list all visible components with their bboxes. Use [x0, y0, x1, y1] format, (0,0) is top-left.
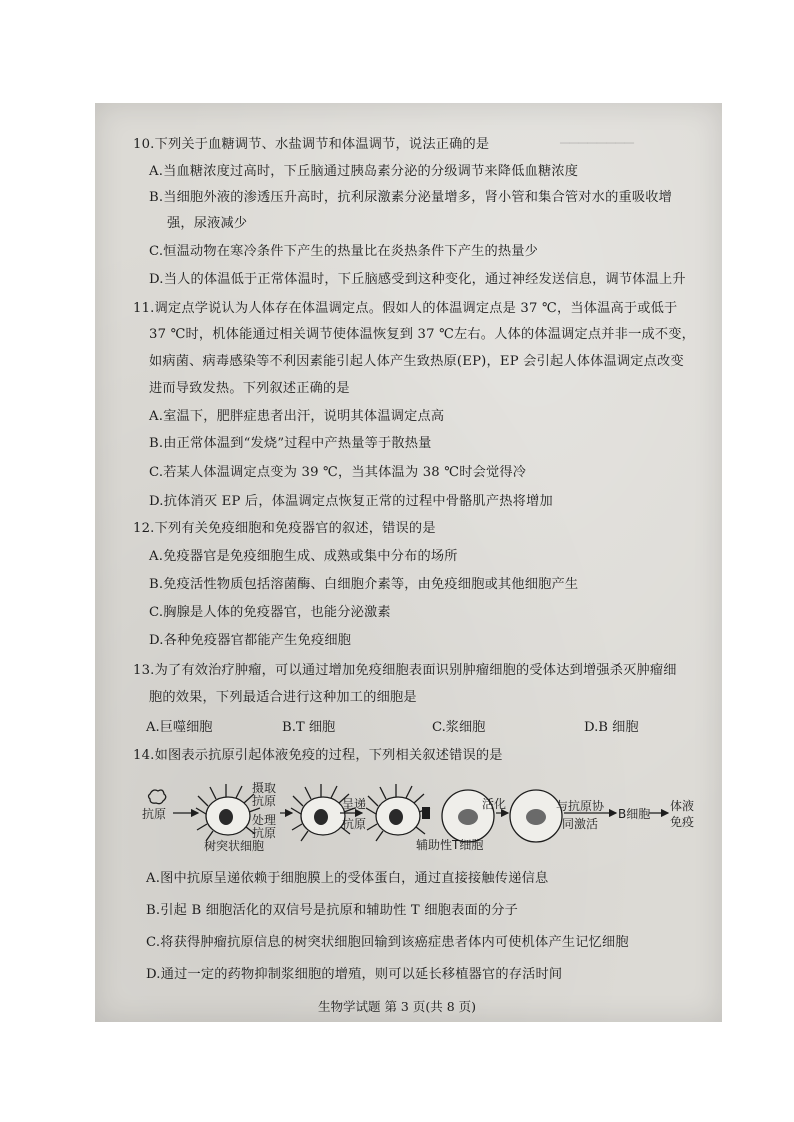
label-capture-1: 摄取 [252, 781, 277, 795]
q13-options [146, 716, 686, 734]
q11-stem-line2: 37 ℃时，机体能通过相关调节使体温恢复到 37 ℃左右。人体的体温调定点并非一成不变， [149, 327, 696, 342]
q13-stem-line2: 胞的效果，下列最适合进行这种加工的细胞是 [149, 690, 417, 705]
label-present-2: 抗原 [342, 817, 367, 831]
q11-stem-line4: 进而导致发热。下列叙述正确的是 [149, 381, 350, 396]
q14-option-d: D.通过一定的药物抑制浆细胞的增殖，则可以延长移植器官的存活时间 [146, 967, 563, 982]
q13-option-a: A.巨噬细胞 [146, 720, 213, 735]
q11-stem-line1: 11.调定点学说认为人体存在体温调定点。假如人的体温调定点是 37 ℃，当体温高于或低于 [133, 301, 678, 316]
receptor-contact-icon [422, 807, 430, 819]
page-footer: 生物学试题 第 3 页(共 8 页) [317, 999, 477, 1014]
q13-stem-line1: 13.为了有效治疗肿瘤，可以通过增加免疫细胞表面识别肿瘤细胞的受体达到增强杀灭肿瘤细 [133, 663, 677, 678]
q10-option-a: A.当血糖浓度过高时，下丘脑通过胰岛素分泌的分级调节来降低血糖浓度 [149, 164, 579, 179]
label-dendritic-cell: 树突状细胞 [204, 839, 265, 853]
q10-option-b-cont: 强，尿液减少 [167, 216, 248, 231]
label-present-1: 呈递 [342, 797, 367, 811]
q14-option-a: A.图中抗原呈递依赖于细胞膜上的受体蛋白，通过直接接触传递信息 [146, 871, 549, 886]
q14-option-b: B.引起 B 细胞活化的双信号是抗原和辅助性 T 细胞表面的分子 [146, 903, 519, 918]
q13-option-d: D.B 细胞 [584, 720, 639, 735]
q14-stem: 14.如图表示抗原引起体液免疫的过程，下列相关叙述错误的是 [133, 748, 503, 763]
q10-option-d: D.当人的体温低于正常体温时，下丘脑感受到这种变化，通过神经发送信息，调节体温上升 [149, 272, 686, 287]
label-process-2: 抗原 [252, 826, 277, 840]
label-helper-t-cell: 辅助性T细胞 [416, 838, 484, 852]
bleed-through-mark: ▁▁▁▁▁▁▁▁ [560, 130, 634, 144]
dendritic-cell-icon-3 [366, 784, 430, 841]
label-humoral-1: 体液 [670, 799, 695, 813]
q12-stem: 12.下列有关免疫细胞和免疫器官的叙述，错误的是 [133, 521, 436, 536]
q10-option-c: C.恒温动物在寒冷条件下产生的热量比在炎热条件下产生的热量少 [149, 244, 539, 259]
q12-option-b: B.免疫活性物质包括溶菌酶、白细胞介素等，由免疫细胞或其他细胞产生 [149, 577, 579, 592]
label-capture-2: 抗原 [252, 794, 277, 808]
q11-option-d: D.抗体消灭 EP 后，体温调定点恢复正常的过程中骨骼肌产热将增加 [149, 494, 553, 509]
label-humoral-2: 免疫 [670, 815, 695, 829]
label-activate: 活化 [482, 797, 507, 811]
q10-option-b: B.当细胞外液的渗透压升高时，抗利尿激素分泌量增多，肾小管和集合管对水的重吸收增 [149, 190, 673, 205]
q12-option-d: D.各种免疫器官都能产生免疫细胞 [149, 633, 352, 648]
q10-stem: 10.下列关于血糖调节、水盐调节和体温调节，说法正确的是 [133, 137, 490, 152]
q14-option-c: C.将获得肿瘤抗原信息的树突状细胞回输到该癌症患者体内可使机体产生记忆细胞 [146, 935, 629, 950]
b-cell-icon [510, 790, 562, 842]
label-with-antigen: 与抗原协 [556, 799, 605, 813]
q13-option-b: B.T 细胞 [282, 720, 336, 735]
q11-option-b: B.由正常体温到“发烧”过程中产热量等于散热量 [149, 436, 432, 451]
q12-option-a: A.免疫器官是免疫细胞生成、成熟或集中分布的场所 [149, 549, 458, 564]
q11-stem-line3: 如病菌、病毒感染等不利因素能引起人体产生致热原(EP)，EP 会引起人体体温调定点改变 [149, 354, 684, 369]
q13-option-c: C.浆细胞 [432, 720, 486, 735]
label-process-1: 处理 [252, 813, 277, 827]
label-b-cell: B细胞 [618, 807, 651, 821]
q12-option-c: C.胸腺是人体的免疫器官，也能分泌激素 [149, 605, 391, 620]
dendritic-cell-icon-1 [196, 784, 260, 841]
q11-option-a: A.室温下，肥胖症患者出汗，说明其体温调定点高 [149, 409, 445, 424]
antigen-icon [149, 790, 166, 804]
q11-option-c: C.若某人体温调定点变为 39 ℃，当其体温为 38 ℃时会觉得冷 [149, 465, 527, 480]
label-antigen: 抗原 [142, 807, 167, 821]
label-co-activate: 同激活 [562, 817, 599, 831]
humoral-immunity-diagram [140, 780, 700, 852]
